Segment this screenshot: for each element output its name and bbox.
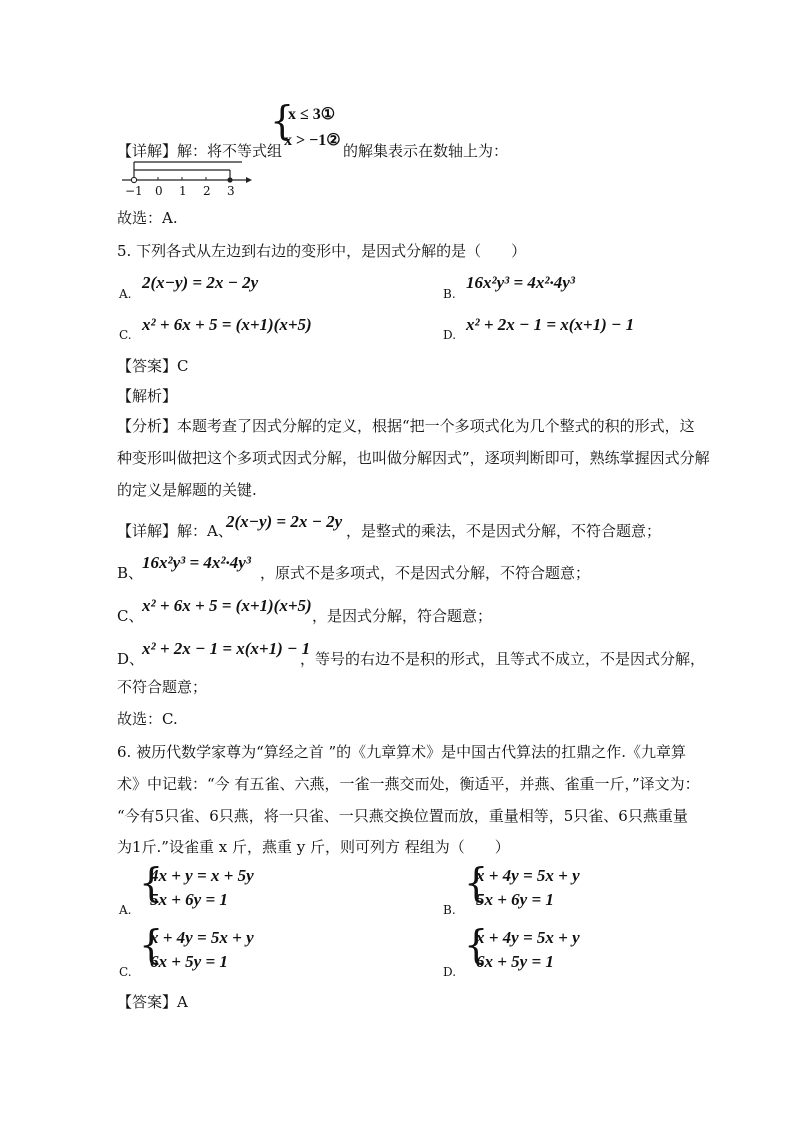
q6-option-brace: { xyxy=(139,921,164,969)
q5-detail-A-expr: 2(x−y) = 2x − 2y xyxy=(226,512,343,531)
ineq1: x ≤ 3① xyxy=(288,106,336,123)
q5-detail-C-prefix: C、 xyxy=(117,607,144,625)
q6-option-eq2: 5x + 6y = 1 xyxy=(476,890,554,909)
q6-option-letter: A. xyxy=(119,903,132,917)
q6-stem-line: 6. 被历代数学家尊为“算经之首 ”的《九章算术》是中国古代算法的扛鼎之作.《九章算 xyxy=(117,743,686,761)
q6-option-eq2: 5x + 6y = 1 xyxy=(150,890,228,909)
q6-option-brace: { xyxy=(464,921,489,969)
q5-detail-B-prefix: B、 xyxy=(117,564,144,582)
q5-detail-D-expr: x² + 2x − 1 = x(x+1) − 1 xyxy=(142,639,311,658)
tick-label: 1 xyxy=(179,184,187,198)
q5-option-expr: 16x²y³ = 4x²·4y³ xyxy=(466,273,575,292)
q5-stem: 5. 下列各式从左边到右边的变形中，是因式分解的是（ ） xyxy=(117,242,527,260)
q5-detail-C-text: ，是因式分解，符合题意； xyxy=(312,607,493,625)
ineq2: x > −1② xyxy=(284,132,341,149)
detail-label: 【详解】 xyxy=(117,522,178,540)
tick-label: 3 xyxy=(227,184,235,198)
q6-stem-line: 术》中记载：“今 有五雀、六燕，一雀一燕交而处，衡适平，并燕、雀重一斤，”译文为： xyxy=(117,775,700,793)
q5-analysis-line: 种变形叫做把这个多项式因式分解，也叫做分解因式”，逐项判断即可，熟练掌握因式分解 xyxy=(117,449,710,467)
q6-option-eq2: 6x + 5y = 1 xyxy=(476,952,554,971)
q6-stem-line: 为1斤.”设雀重 x 斤，燕重 y 斤，则可列方 程组为（ ） xyxy=(117,838,510,856)
q6-option-eq1: 4x + y = x + 5y xyxy=(150,866,254,885)
conclusion-1: 故选：A. xyxy=(117,209,178,227)
q6-option-brace: { xyxy=(139,859,164,907)
q5-conclusion: 故选：C. xyxy=(117,710,178,728)
detail-label: 【详解】 xyxy=(117,142,178,160)
tick-label: 0 xyxy=(155,184,163,198)
q5-detail-B-text: ，原式不是多项式，不是因式分解，不符合题意； xyxy=(260,564,591,582)
q6-option-eq1: x + 4y = 5x + y xyxy=(476,866,580,885)
q6-option-letter: D. xyxy=(443,965,457,979)
q5-detail-D-prefix: D、 xyxy=(117,650,145,668)
q5-answer: 【答案】C xyxy=(117,357,189,375)
q6-option-eq1: x + 4y = 5x + y xyxy=(476,928,580,947)
q6-option-eq2: 6x + 5y = 1 xyxy=(150,952,228,971)
q6-option-eq1: x + 4y = 5x + y xyxy=(150,928,254,947)
q6-stem-line: “今有5只雀、6只燕，将一只雀、一只燕交换位置而放，重量相等，5只雀、6只燕重量 xyxy=(117,807,688,825)
q5-option-expr: x² + 6x + 5 = (x+1)(x+5) xyxy=(142,315,312,334)
q6-answer: 【答案】A xyxy=(117,993,188,1011)
q6-option-brace: { xyxy=(464,859,489,907)
detail-text-before: 解：将不等式组 xyxy=(177,142,283,160)
q5-option-letter: D. xyxy=(443,328,457,342)
q5-option-letter: B. xyxy=(443,287,456,301)
q5-analysis-line: 【分析】本题考查了因式分解的定义，根据“把一个多项式化为几个整式的积的形式，这 xyxy=(117,417,695,435)
q5-detail-B-expr: 16x²y³ = 4x²·4y³ xyxy=(142,553,251,572)
tick-label: −1 xyxy=(125,184,143,198)
detail-prefix: 解：A、 xyxy=(177,522,233,540)
q5-detail-C-expr: x² + 6x + 5 = (x+1)(x+5) xyxy=(142,596,312,615)
q5-detail-A xyxy=(117,520,233,541)
q6-option-letter: C. xyxy=(119,965,132,979)
q5-option-letter: C. xyxy=(119,328,132,342)
q5-option-expr: x² + 2x − 1 = x(x+1) − 1 xyxy=(466,315,635,334)
q5-detail-D-text2: 不符合题意； xyxy=(117,678,208,696)
q5-detail-A-text: ，是整式的乘法，不是因式分解，不符合题意； xyxy=(346,522,662,540)
system-brace: { xyxy=(270,97,295,145)
q5-option-expr: 2(x−y) = 2x − 2y xyxy=(142,273,259,292)
q5-analysis-heading: 【解析】 xyxy=(117,387,178,405)
q5-analysis-line: 的定义是解题的关键. xyxy=(117,481,257,499)
tick-label: 2 xyxy=(203,184,211,198)
q6-option-letter: B. xyxy=(443,903,456,917)
detail1-text-after: 的解集表示在数轴上为： xyxy=(343,142,509,160)
q5-detail-D-text: ，等号的右边不是积的形式，且等式不成立，不是因式分解， xyxy=(300,650,706,668)
q5-option-letter: A. xyxy=(119,287,132,301)
